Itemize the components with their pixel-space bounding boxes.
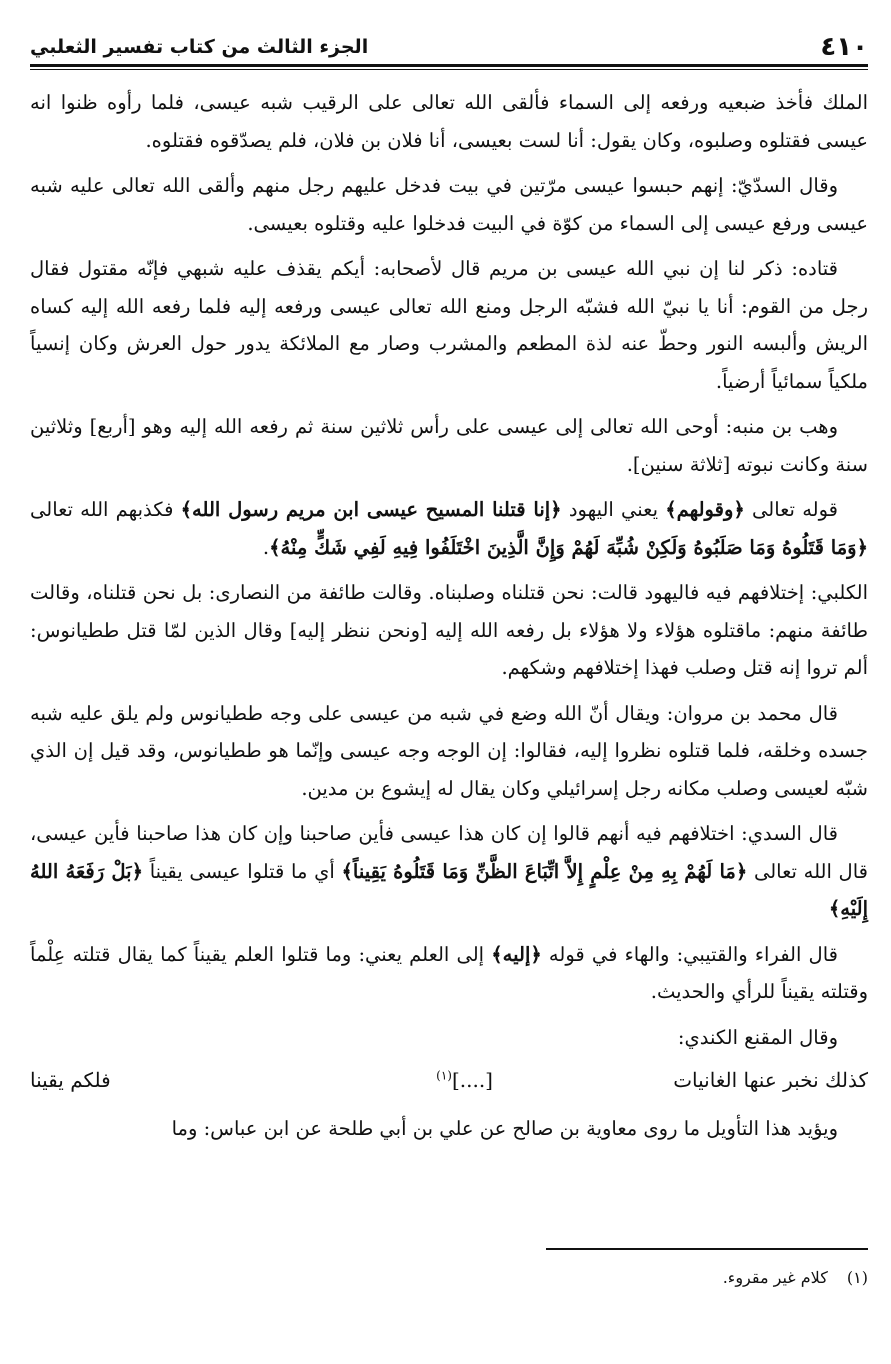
quran-quote: ﴿إنا قتلنا المسيح عيسى ابن مريم رسول الله﴾ xyxy=(180,498,562,521)
text-segment: فكذبهم الله تعالى xyxy=(30,498,181,521)
page-header xyxy=(30,30,868,67)
paragraph xyxy=(30,815,868,928)
paragraph xyxy=(30,408,868,483)
verse-gap-text: [....] xyxy=(451,1068,493,1092)
text-segment: . xyxy=(262,535,270,559)
text-segment: وهب بن منبه: أوحى الله تعالى إلى عيسى على رأس ثلاثين سنة ثم رفعه الله إليه وهو [أربع] وثلاثين سنة وكانت نبوته [ثلاثة سنين]. xyxy=(30,415,868,476)
book-page xyxy=(30,0,868,1364)
quran-quote: ﴿وقولهم﴾ xyxy=(665,498,745,521)
text-segment: الملك فأخذ ضبعيه ورفعه إلى السماء فألقى الله تعالى على الرقيب شبه عيسى، فلما رأوه ظنوا انه عيسى فقتلوه وصلبوه، وكان يقول: أنا لست بعيسى، أنا فلان بن فلان، فلم يصدّقوه فقتلوه. xyxy=(30,91,868,152)
body-text xyxy=(30,84,868,1156)
running-title: الجزء الثالث من كتاب تفسير الثعلبي xyxy=(30,36,369,58)
footnote-number: (١) xyxy=(846,1268,868,1287)
verse-right-hemistich: كذلك نخبر عنها الغانيات xyxy=(673,1068,868,1092)
footnote-text: كلام غير مقروء. xyxy=(722,1268,828,1287)
text-segment: قال محمد بن مروان: ويقال أنّ الله وضع في شبه من عيسى على وجه ططيانوس ولم يلق عليه شبه جسده وخلقه، فلما قتلوه نظروا إليه، فقالوا: إن الوجه وجه عيسى وإنّما هو ططيانوس، وقد قيل إن الذي شبّه لعيسى وصلب مكانه رجل إسرائيلي وكان يقال له إيشوع بن مدين. xyxy=(30,701,868,800)
verse-left-hemistich: فلكم يقينا xyxy=(30,1068,111,1092)
paragraph xyxy=(30,491,868,566)
footnote-divider xyxy=(546,1248,868,1250)
text-segment: الكلبي: إختلافهم فيه فاليهود قالت: نحن قتلناه وصلبناه. وقالت طائفة من النصارى: بل نحن قتلناه، وقالت طائفة منهم: ماقتلوه هؤلاء ولا هؤلاء بل رفعه الله إليه [ونحن ننظر إليه] وقال الذين لمّا قتل ططيانوس: ألم تروا إنه قتل وصلب فهذا إختلافهم وشكهم. xyxy=(30,581,868,679)
paragraphs xyxy=(30,84,868,1056)
quran-quote: ﴿مَا لَهُمْ بِهِ مِنْ عِلْمٍ إِلاَّ اتِّبَاعَ الظَّنِّ وَمَا قَتَلُوهُ يَقِيناً﴾ xyxy=(341,859,748,883)
paragraph xyxy=(30,1019,868,1057)
quran-quote: ﴿بَلْ رَفَعَهُ اللهُ إِلَيْهِ﴾ xyxy=(30,859,868,920)
paragraph xyxy=(30,84,868,159)
text-segment: إلى العلم يعني: وما قتلوا العلم يقيناً كما يقال قتلته عِلْماً وقتلته يقيناً للرأي والحديث. xyxy=(30,942,868,1003)
verse-gap xyxy=(436,1068,493,1092)
paragraph xyxy=(30,936,868,1011)
text-segment: وقال المقنع الكندي: xyxy=(677,1025,838,1049)
text-segment: قال الفراء والقتيبي: والهاء في قوله xyxy=(541,942,838,966)
poetry-verse xyxy=(30,1064,868,1104)
paragraph xyxy=(30,250,868,400)
text-segment: قتاده: ذكر لنا إن نبي الله عيسى بن مريم قال لأصحابه: أيكم يقذف عليه شبهي فإنّه مقتول فقال رجل من القوم: أنا يا نبيّ الله فشبّه الرجل ومنع الله تعالى عيسى ورفعه إليه فلما رفعه الله إليه كساه الريش وألبسه النور وحطّ عنه لذة المطعم والمشرب وصار مع الملائكة يدور حول العرش وكان إنسياً ملكياً سمائياً أرضياً. xyxy=(30,257,868,393)
text-segment: يعني اليهود xyxy=(561,498,666,521)
paragraph xyxy=(30,574,868,687)
paragraph xyxy=(30,167,868,242)
paragraph xyxy=(30,695,868,808)
footnote-reference[interactable]: (١) xyxy=(436,1068,452,1083)
text-segment: قوله تعالى xyxy=(744,498,838,521)
text-segment: قال السدي: اختلافهم فيه أنهم قالوا إن كان هذا عيسى فأين صاحبنا وإن كان هذا صاحبنا فأين عيسى، قال الله تعالى xyxy=(30,822,868,883)
text-segment: أي ما قتلوا عيسى يقيناً xyxy=(143,859,342,883)
text-segment: وقال السدّيّ: إنهم حبسوا عيسى مرّتين في بيت فدخل عليهم رجل منهم وألقى الله تعالى عليه شبه عيسى ورفع عيسى إلى السماء من كوّة في البيت فدخلوا عليه وقتلوه بعيسى. xyxy=(30,174,868,235)
footnote xyxy=(30,1268,868,1287)
quran-quote: ﴿إليه﴾ xyxy=(491,942,542,966)
paragraph-closing: ويؤيد هذا التأويل ما روى معاوية بن صالح عن علي بن أبي طلحة عن ابن عباس: وما xyxy=(171,1117,838,1140)
page-number: ٤١٠ xyxy=(820,32,868,62)
quran-quote: ﴿وَمَا قَتَلُوهُ وَمَا صَلَبُوهُ وَلَكِنْ شُبِّهَ لَهُمْ وَإِنَّ الَّذِينَ اخْتَلَفُوا فِيهِ لَفِي شَكٍّ مِنْهُ﴾ xyxy=(269,535,868,559)
